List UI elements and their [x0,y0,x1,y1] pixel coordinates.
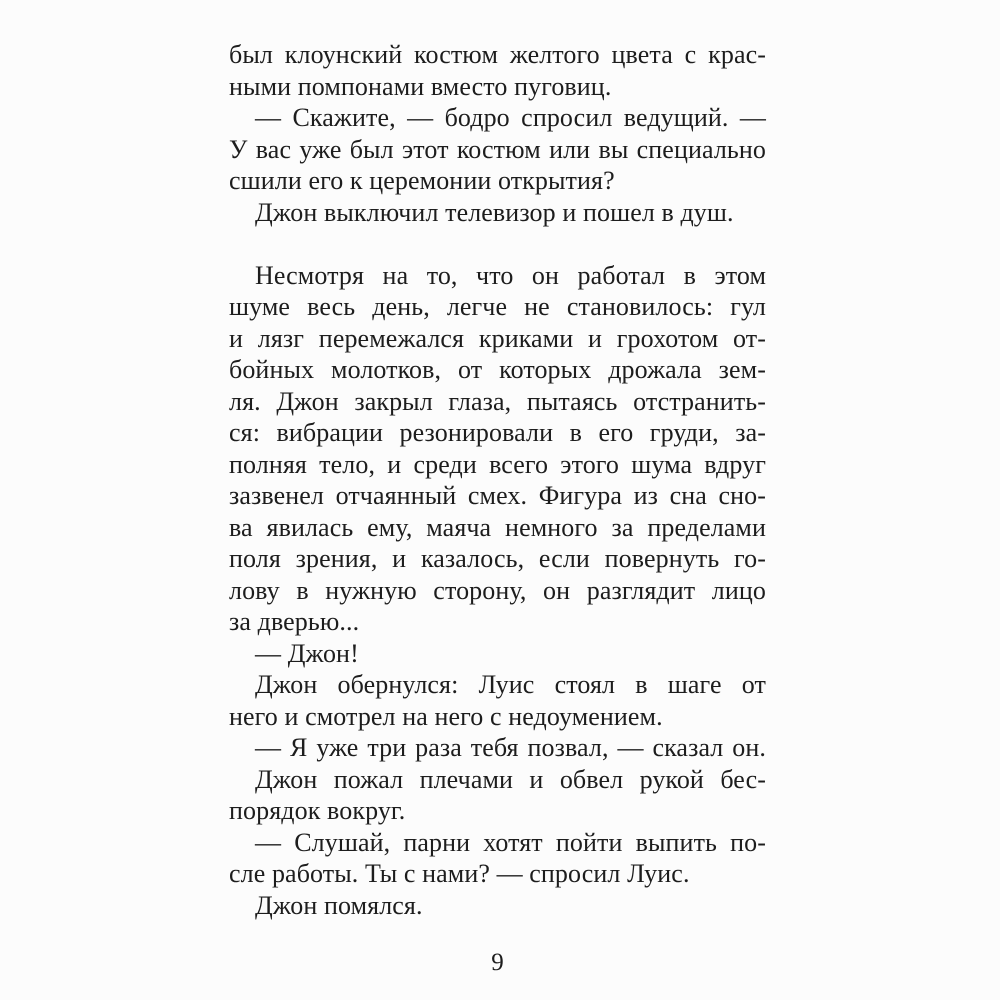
text-line: ными помпонами вместо пуговиц. [229,71,612,101]
text-line-dialogue: — Я уже три раза тебя позвал, — сказал он. [255,733,766,762]
text-line: сшили его к церемонии открытия? [229,166,615,195]
text-line: поля зрения, и казалось, если повернуть го- [229,544,766,573]
text-line: зазвенел отчаянный смех. Фигура из сна сно- [229,481,766,510]
text-line: У вас уже был этот костюм или вы специально [229,134,766,164]
text-line: за дверью... [229,607,360,636]
text-line: него и смотрел на него с недоумением. [229,701,663,731]
text-line: был клоунский костюм желтого цвета с крас- [229,40,766,69]
text-line: Джон выключил телевизор и пошел в душ. [255,197,734,227]
text-line-dialogue: — Джон! [255,638,359,668]
text-line: и лязг перемежался криками и грохотом от- [229,323,766,353]
text-line-dialogue: — Слушай, парни хотят пойти выпить по- [255,827,766,857]
text-line-dialogue: — Скажите, — бодро спросил ведущий. — [255,103,766,132]
text-line: полняя тело, и среди всего этого шума вдруг [229,449,766,479]
text-line: Джон пожал плечами и обвел рукой бес- [255,764,766,794]
text-line: бойных молотков, от которых дрожала зем- [229,355,766,384]
text-line: сле работы. Ты с нами? — спросил Луис. [229,859,690,888]
page-text-block [229,39,766,921]
page-number: 9 [491,949,504,976]
text-line: порядок вокруг. [229,796,406,825]
text-line: ля. Джон закрыл глаза, пытаясь отстранить- [229,386,766,416]
text-line: ся: вибрации резонировали в его груди, за- [229,418,766,447]
text-line: лову в нужную сторону, он разглядит лицо [229,575,766,605]
text-line: Джон помялся. [255,890,423,920]
text-line-section-start: Несмотря на то, что он работал в этом [255,260,766,290]
text-line: ва явилась ему, маяча немного за пределами [229,512,766,542]
text-line: Джон обернулся: Луис стоял в шаге от [255,670,766,699]
text-line: шуме весь день, легче не становилось: гул [229,292,766,321]
